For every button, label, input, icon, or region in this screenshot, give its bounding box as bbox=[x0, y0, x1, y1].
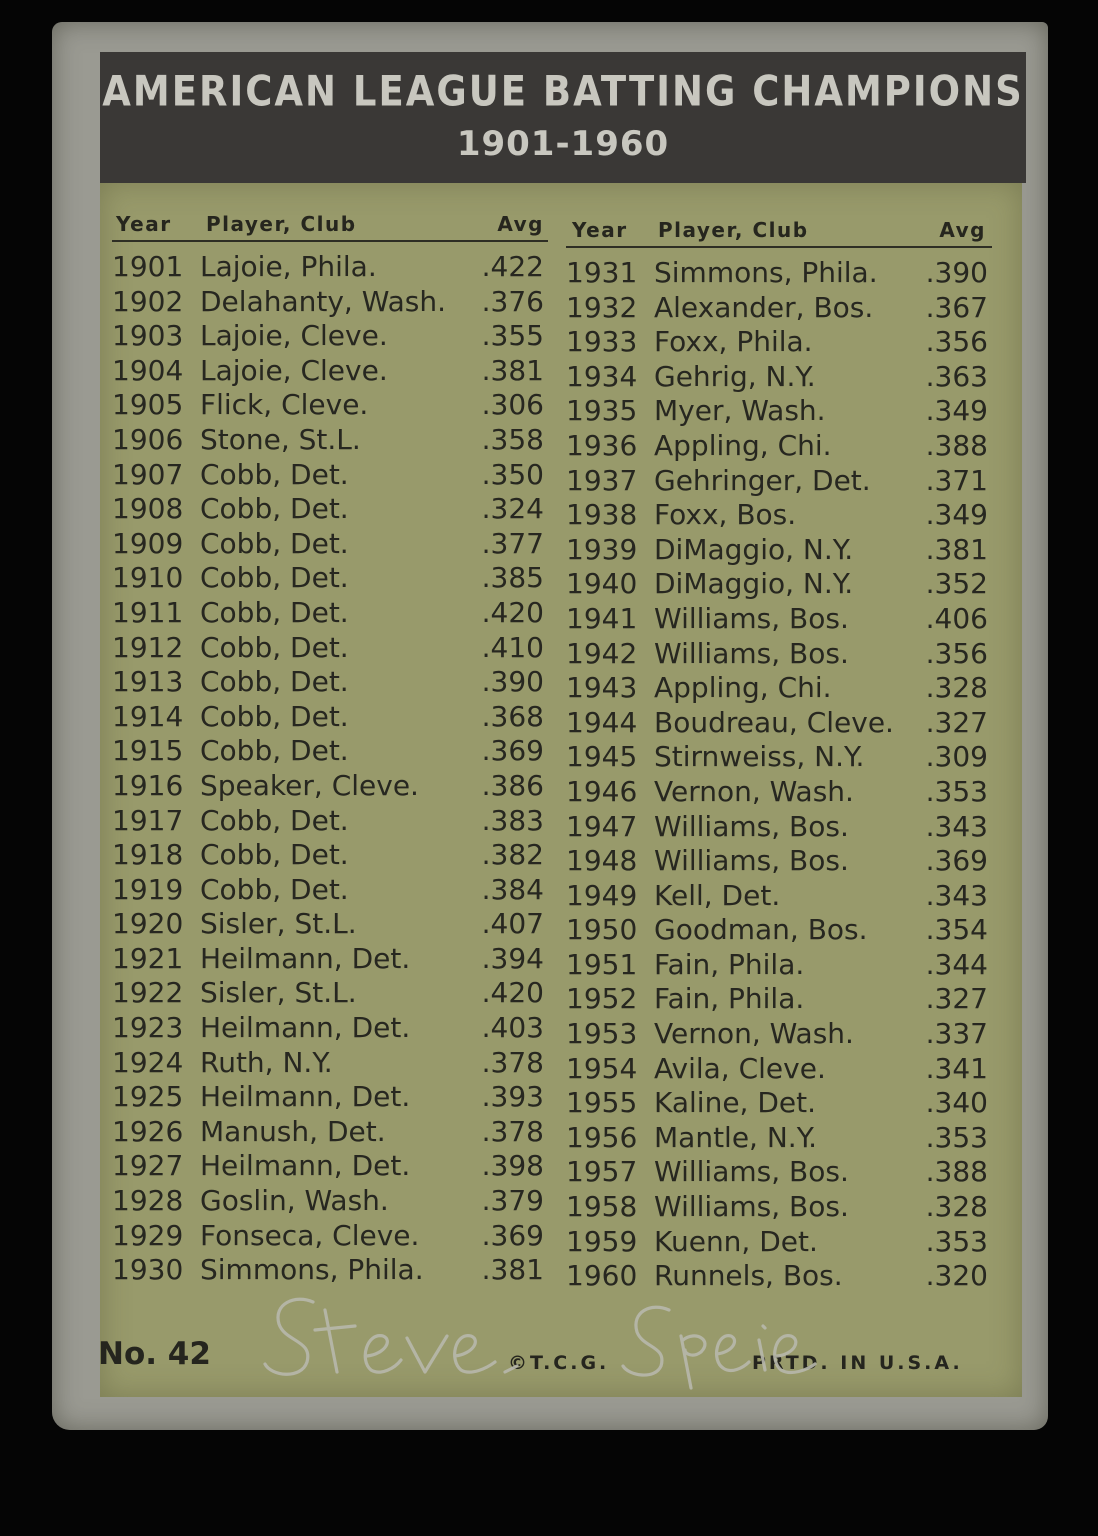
row-avg: .343 bbox=[925, 809, 988, 843]
row-year: 1957 bbox=[566, 1155, 638, 1189]
row-avg: .309 bbox=[925, 740, 988, 774]
row-avg: .371 bbox=[925, 463, 988, 497]
row-player: Fain, Phila. bbox=[654, 947, 805, 981]
row-player: Gehringer, Det. bbox=[654, 463, 871, 497]
row-player: Cobb, Det. bbox=[200, 872, 349, 906]
row-player: Vernon, Wash. bbox=[654, 1017, 854, 1051]
row-avg: .327 bbox=[925, 705, 988, 739]
row-player: Williams, Bos. bbox=[654, 601, 849, 635]
left-column bbox=[112, 206, 548, 1288]
row-year: 1946 bbox=[566, 774, 638, 808]
row-player: Cobb, Det. bbox=[200, 492, 349, 526]
row-player: Cobb, Det. bbox=[200, 803, 349, 837]
row-year: 1939 bbox=[566, 532, 638, 566]
row-player: Foxx, Bos. bbox=[654, 498, 797, 532]
row-player: Kaline, Det. bbox=[654, 1086, 817, 1120]
table-row bbox=[566, 1086, 992, 1121]
row-avg: .381 bbox=[481, 353, 544, 387]
table-row bbox=[112, 631, 548, 666]
row-avg: .403 bbox=[481, 1011, 544, 1045]
table-row bbox=[112, 492, 548, 527]
row-avg: .353 bbox=[925, 774, 988, 808]
table-row bbox=[566, 533, 992, 568]
table-row bbox=[112, 1046, 548, 1081]
table-row bbox=[112, 804, 548, 839]
row-player: Cobb, Det. bbox=[200, 838, 349, 872]
row-avg: .358 bbox=[481, 422, 544, 456]
row-avg: .378 bbox=[481, 1114, 544, 1148]
row-player: Williams, Bos. bbox=[654, 809, 849, 843]
row-avg: .394 bbox=[481, 941, 544, 975]
row-player: Flick, Cleve. bbox=[200, 388, 369, 422]
table-row bbox=[566, 740, 992, 775]
table-row bbox=[566, 706, 992, 741]
row-year: 1921 bbox=[112, 941, 184, 975]
table-row bbox=[566, 637, 992, 672]
table-row bbox=[566, 429, 992, 464]
row-year: 1915 bbox=[112, 734, 184, 768]
row-player: Heilmann, Det. bbox=[200, 1149, 411, 1183]
card-title: AMERICAN LEAGUE BATTING CHAMPIONS bbox=[102, 67, 1024, 116]
row-year: 1941 bbox=[566, 601, 638, 635]
row-year: 1931 bbox=[566, 256, 638, 289]
row-year: 1959 bbox=[566, 1224, 638, 1258]
table-row bbox=[112, 665, 548, 700]
row-avg: .420 bbox=[481, 976, 544, 1010]
row-year: 1956 bbox=[566, 1120, 638, 1154]
row-year: 1948 bbox=[566, 844, 638, 878]
table-row bbox=[112, 423, 548, 458]
row-avg: .356 bbox=[925, 325, 988, 359]
table-row bbox=[566, 567, 992, 602]
table-row bbox=[112, 1115, 548, 1150]
row-avg: .341 bbox=[925, 1051, 988, 1085]
row-avg: .393 bbox=[481, 1080, 544, 1114]
row-avg: .343 bbox=[925, 878, 988, 912]
row-year: 1937 bbox=[566, 463, 638, 497]
row-player: Cobb, Det. bbox=[200, 630, 349, 664]
row-avg: .320 bbox=[925, 1259, 988, 1293]
row-avg: .349 bbox=[925, 498, 988, 532]
row-year: 1952 bbox=[566, 982, 638, 1016]
table-row bbox=[112, 596, 548, 631]
row-year: 1944 bbox=[566, 705, 638, 739]
row-player: Williams, Bos. bbox=[654, 1190, 849, 1224]
row-year: 1940 bbox=[566, 567, 638, 601]
row-player: Delahanty, Wash. bbox=[200, 284, 447, 318]
table-row bbox=[566, 671, 992, 706]
row-player: DiMaggio, N.Y. bbox=[654, 532, 854, 566]
row-avg: .422 bbox=[481, 250, 544, 283]
row-avg: .367 bbox=[925, 290, 988, 324]
row-player: Manush, Det. bbox=[200, 1114, 386, 1148]
row-year: 1908 bbox=[112, 492, 184, 526]
handwritten-signature bbox=[255, 1280, 855, 1390]
row-player: Lajoie, Phila. bbox=[200, 250, 377, 283]
row-player: Cobb, Det. bbox=[200, 734, 349, 768]
table-row bbox=[112, 561, 548, 596]
row-avg: .353 bbox=[925, 1224, 988, 1258]
table-row bbox=[566, 291, 992, 326]
row-player: Cobb, Det. bbox=[200, 457, 349, 491]
row-avg: .376 bbox=[481, 284, 544, 318]
row-avg: .378 bbox=[481, 1045, 544, 1079]
table-row bbox=[112, 838, 548, 873]
row-avg: .328 bbox=[925, 671, 988, 705]
row-avg: .384 bbox=[481, 872, 544, 906]
row-avg: .369 bbox=[481, 1218, 544, 1252]
left-column-header bbox=[112, 206, 548, 242]
row-player: Fain, Phila. bbox=[654, 982, 805, 1016]
row-player: Goslin, Wash. bbox=[200, 1184, 389, 1218]
year-header: Year bbox=[572, 218, 628, 242]
row-player: Cobb, Det. bbox=[200, 561, 349, 595]
row-year: 1920 bbox=[112, 907, 184, 941]
table-row bbox=[112, 769, 548, 804]
row-year: 1943 bbox=[566, 671, 638, 705]
row-player: Heilmann, Det. bbox=[200, 1080, 411, 1114]
row-avg: .390 bbox=[481, 665, 544, 699]
table-row bbox=[566, 1225, 992, 1260]
row-player: Foxx, Phila. bbox=[654, 325, 813, 359]
table-row bbox=[112, 388, 548, 423]
row-year: 1949 bbox=[566, 878, 638, 912]
row-player: Kuenn, Det. bbox=[654, 1224, 818, 1258]
row-avg: .306 bbox=[481, 388, 544, 422]
row-player: Stone, St.L. bbox=[200, 422, 361, 456]
row-avg: .369 bbox=[925, 844, 988, 878]
row-player: Lajoie, Cleve. bbox=[200, 353, 388, 387]
row-player: Cobb, Det. bbox=[200, 595, 349, 629]
row-player: Cobb, Det. bbox=[200, 665, 349, 699]
row-player: Lajoie, Cleve. bbox=[200, 319, 388, 353]
row-avg: .410 bbox=[481, 630, 544, 664]
row-player: Goodman, Bos. bbox=[654, 913, 868, 947]
row-player: Myer, Wash. bbox=[654, 394, 826, 428]
table-row bbox=[112, 734, 548, 769]
row-year: 1930 bbox=[112, 1253, 184, 1287]
row-avg: .368 bbox=[481, 699, 544, 733]
table-row bbox=[566, 394, 992, 429]
row-avg: .388 bbox=[925, 1155, 988, 1189]
row-player: Simmons, Phila. bbox=[200, 1253, 424, 1287]
row-year: 1925 bbox=[112, 1080, 184, 1114]
header-band bbox=[100, 52, 1026, 183]
row-avg: .381 bbox=[925, 532, 988, 566]
row-player: Ruth, N.Y. bbox=[200, 1045, 333, 1079]
row-player: Simmons, Phila. bbox=[654, 256, 878, 289]
row-avg: .363 bbox=[925, 359, 988, 393]
row-year: 1953 bbox=[566, 1017, 638, 1051]
row-player: Cobb, Det. bbox=[200, 699, 349, 733]
row-avg: .369 bbox=[481, 734, 544, 768]
row-avg: .355 bbox=[481, 319, 544, 353]
row-player: Runnels, Bos. bbox=[654, 1259, 843, 1293]
row-year: 1947 bbox=[566, 809, 638, 843]
row-year: 1910 bbox=[112, 561, 184, 595]
row-year: 1951 bbox=[566, 947, 638, 981]
row-avg: .390 bbox=[925, 256, 988, 289]
row-player: Williams, Bos. bbox=[654, 844, 849, 878]
row-year: 1904 bbox=[112, 353, 184, 387]
table-row bbox=[566, 1017, 992, 1052]
table-row bbox=[566, 464, 992, 499]
row-year: 1955 bbox=[566, 1086, 638, 1120]
row-year: 1924 bbox=[112, 1045, 184, 1079]
table-row bbox=[112, 907, 548, 942]
table-row bbox=[112, 250, 548, 285]
row-year: 1912 bbox=[112, 630, 184, 664]
row-avg: .386 bbox=[481, 768, 544, 802]
row-avg: .407 bbox=[481, 907, 544, 941]
row-year: 1923 bbox=[112, 1011, 184, 1045]
table-row bbox=[566, 948, 992, 983]
row-avg: .398 bbox=[481, 1149, 544, 1183]
table-row bbox=[566, 879, 992, 914]
row-avg: .349 bbox=[925, 394, 988, 428]
row-avg: .352 bbox=[925, 567, 988, 601]
table-row bbox=[566, 1121, 992, 1156]
table-row bbox=[566, 325, 992, 360]
row-year: 1913 bbox=[112, 665, 184, 699]
row-avg: .385 bbox=[481, 561, 544, 595]
row-year: 1932 bbox=[566, 290, 638, 324]
row-player: Williams, Bos. bbox=[654, 1155, 849, 1189]
table-row bbox=[566, 982, 992, 1017]
row-avg: .337 bbox=[925, 1017, 988, 1051]
row-avg: .344 bbox=[925, 947, 988, 981]
card-number: No. 42 bbox=[98, 1336, 211, 1372]
table-row bbox=[566, 844, 992, 879]
row-avg: .406 bbox=[925, 601, 988, 635]
row-avg: .377 bbox=[481, 526, 544, 560]
avg-header: Avg bbox=[497, 212, 544, 236]
left-rows bbox=[112, 250, 548, 1288]
row-avg: .340 bbox=[925, 1086, 988, 1120]
row-avg: .324 bbox=[481, 492, 544, 526]
row-year: 1922 bbox=[112, 976, 184, 1010]
row-year: 1954 bbox=[566, 1051, 638, 1085]
player-header: Player, Club bbox=[206, 212, 357, 236]
table-row bbox=[112, 1219, 548, 1254]
table-row bbox=[566, 1190, 992, 1225]
table-row bbox=[566, 256, 992, 291]
row-avg: .354 bbox=[925, 913, 988, 947]
row-year: 1928 bbox=[112, 1184, 184, 1218]
row-avg: .420 bbox=[481, 595, 544, 629]
row-year: 1934 bbox=[566, 359, 638, 393]
row-year: 1926 bbox=[112, 1114, 184, 1148]
row-year: 1938 bbox=[566, 498, 638, 532]
year-header: Year bbox=[116, 212, 172, 236]
card-year-range: 1901-1960 bbox=[456, 124, 670, 164]
table-row bbox=[566, 1155, 992, 1190]
table-row bbox=[112, 458, 548, 493]
right-column-header bbox=[566, 212, 992, 248]
table-row bbox=[112, 527, 548, 562]
row-year: 1901 bbox=[112, 250, 184, 283]
row-year: 1902 bbox=[112, 284, 184, 318]
row-player: Fonseca, Cleve. bbox=[200, 1218, 420, 1252]
row-avg: .382 bbox=[481, 838, 544, 872]
row-player: Avila, Cleve. bbox=[654, 1051, 826, 1085]
row-player: Vernon, Wash. bbox=[654, 774, 854, 808]
table-row bbox=[566, 602, 992, 637]
table-row bbox=[112, 354, 548, 389]
row-year: 1929 bbox=[112, 1218, 184, 1252]
row-player: Sisler, St.L. bbox=[200, 976, 357, 1010]
row-year: 1914 bbox=[112, 699, 184, 733]
row-player: Mantle, N.Y. bbox=[654, 1120, 818, 1154]
row-avg: .328 bbox=[925, 1190, 988, 1224]
table-row bbox=[112, 942, 548, 977]
row-year: 1958 bbox=[566, 1190, 638, 1224]
row-year: 1909 bbox=[112, 526, 184, 560]
row-year: 1945 bbox=[566, 740, 638, 774]
row-player: Williams, Bos. bbox=[654, 636, 849, 670]
row-year: 1936 bbox=[566, 428, 638, 462]
table-row bbox=[566, 775, 992, 810]
row-year: 1933 bbox=[566, 325, 638, 359]
row-player: Cobb, Det. bbox=[200, 526, 349, 560]
right-rows bbox=[566, 256, 992, 1294]
row-player: Gehrig, N.Y. bbox=[654, 359, 816, 393]
table-row bbox=[566, 1052, 992, 1087]
printed-in: PRTD. IN U.S.A. bbox=[752, 1352, 963, 1374]
row-player: Heilmann, Det. bbox=[200, 941, 411, 975]
row-player: Appling, Chi. bbox=[654, 428, 832, 462]
row-player: Sisler, St.L. bbox=[200, 907, 357, 941]
row-year: 1907 bbox=[112, 457, 184, 491]
row-player: Speaker, Cleve. bbox=[200, 768, 419, 802]
row-year: 1935 bbox=[566, 394, 638, 428]
avg-header: Avg bbox=[939, 218, 986, 242]
row-year: 1911 bbox=[112, 595, 184, 629]
table-row bbox=[112, 1080, 548, 1115]
row-year: 1917 bbox=[112, 803, 184, 837]
row-year: 1927 bbox=[112, 1149, 184, 1183]
row-avg: .388 bbox=[925, 428, 988, 462]
row-year: 1950 bbox=[566, 913, 638, 947]
row-avg: .350 bbox=[481, 457, 544, 491]
row-avg: .356 bbox=[925, 636, 988, 670]
row-year: 1903 bbox=[112, 319, 184, 353]
copyright: ©T.C.G. bbox=[508, 1352, 610, 1374]
row-avg: .383 bbox=[481, 803, 544, 837]
row-player: Boudreau, Cleve. bbox=[654, 705, 894, 739]
row-player: DiMaggio, N.Y. bbox=[654, 567, 854, 601]
row-avg: .327 bbox=[925, 982, 988, 1016]
row-year: 1919 bbox=[112, 872, 184, 906]
table-row bbox=[566, 810, 992, 845]
table-row bbox=[112, 976, 548, 1011]
table-row bbox=[566, 913, 992, 948]
table-row bbox=[566, 498, 992, 533]
row-player: Appling, Chi. bbox=[654, 671, 832, 705]
table-row bbox=[112, 319, 548, 354]
row-year: 1942 bbox=[566, 636, 638, 670]
row-player: Kell, Det. bbox=[654, 878, 781, 912]
table-row bbox=[566, 360, 992, 395]
right-column bbox=[566, 212, 992, 1294]
table-row bbox=[112, 1011, 548, 1046]
row-year: 1918 bbox=[112, 838, 184, 872]
row-year: 1905 bbox=[112, 388, 184, 422]
player-header: Player, Club bbox=[658, 218, 809, 242]
table-row bbox=[112, 1184, 548, 1219]
table-row bbox=[112, 700, 548, 735]
table-row bbox=[112, 285, 548, 320]
row-avg: .379 bbox=[481, 1184, 544, 1218]
row-player: Heilmann, Det. bbox=[200, 1011, 411, 1045]
row-player: Stirnweiss, N.Y. bbox=[654, 740, 865, 774]
row-year: 1906 bbox=[112, 422, 184, 456]
row-year: 1960 bbox=[566, 1259, 638, 1293]
row-avg: .353 bbox=[925, 1120, 988, 1154]
row-player: Alexander, Bos. bbox=[654, 290, 874, 324]
table-row bbox=[112, 873, 548, 908]
row-avg: .381 bbox=[481, 1253, 544, 1287]
table-row bbox=[112, 1149, 548, 1184]
row-year: 1916 bbox=[112, 768, 184, 802]
